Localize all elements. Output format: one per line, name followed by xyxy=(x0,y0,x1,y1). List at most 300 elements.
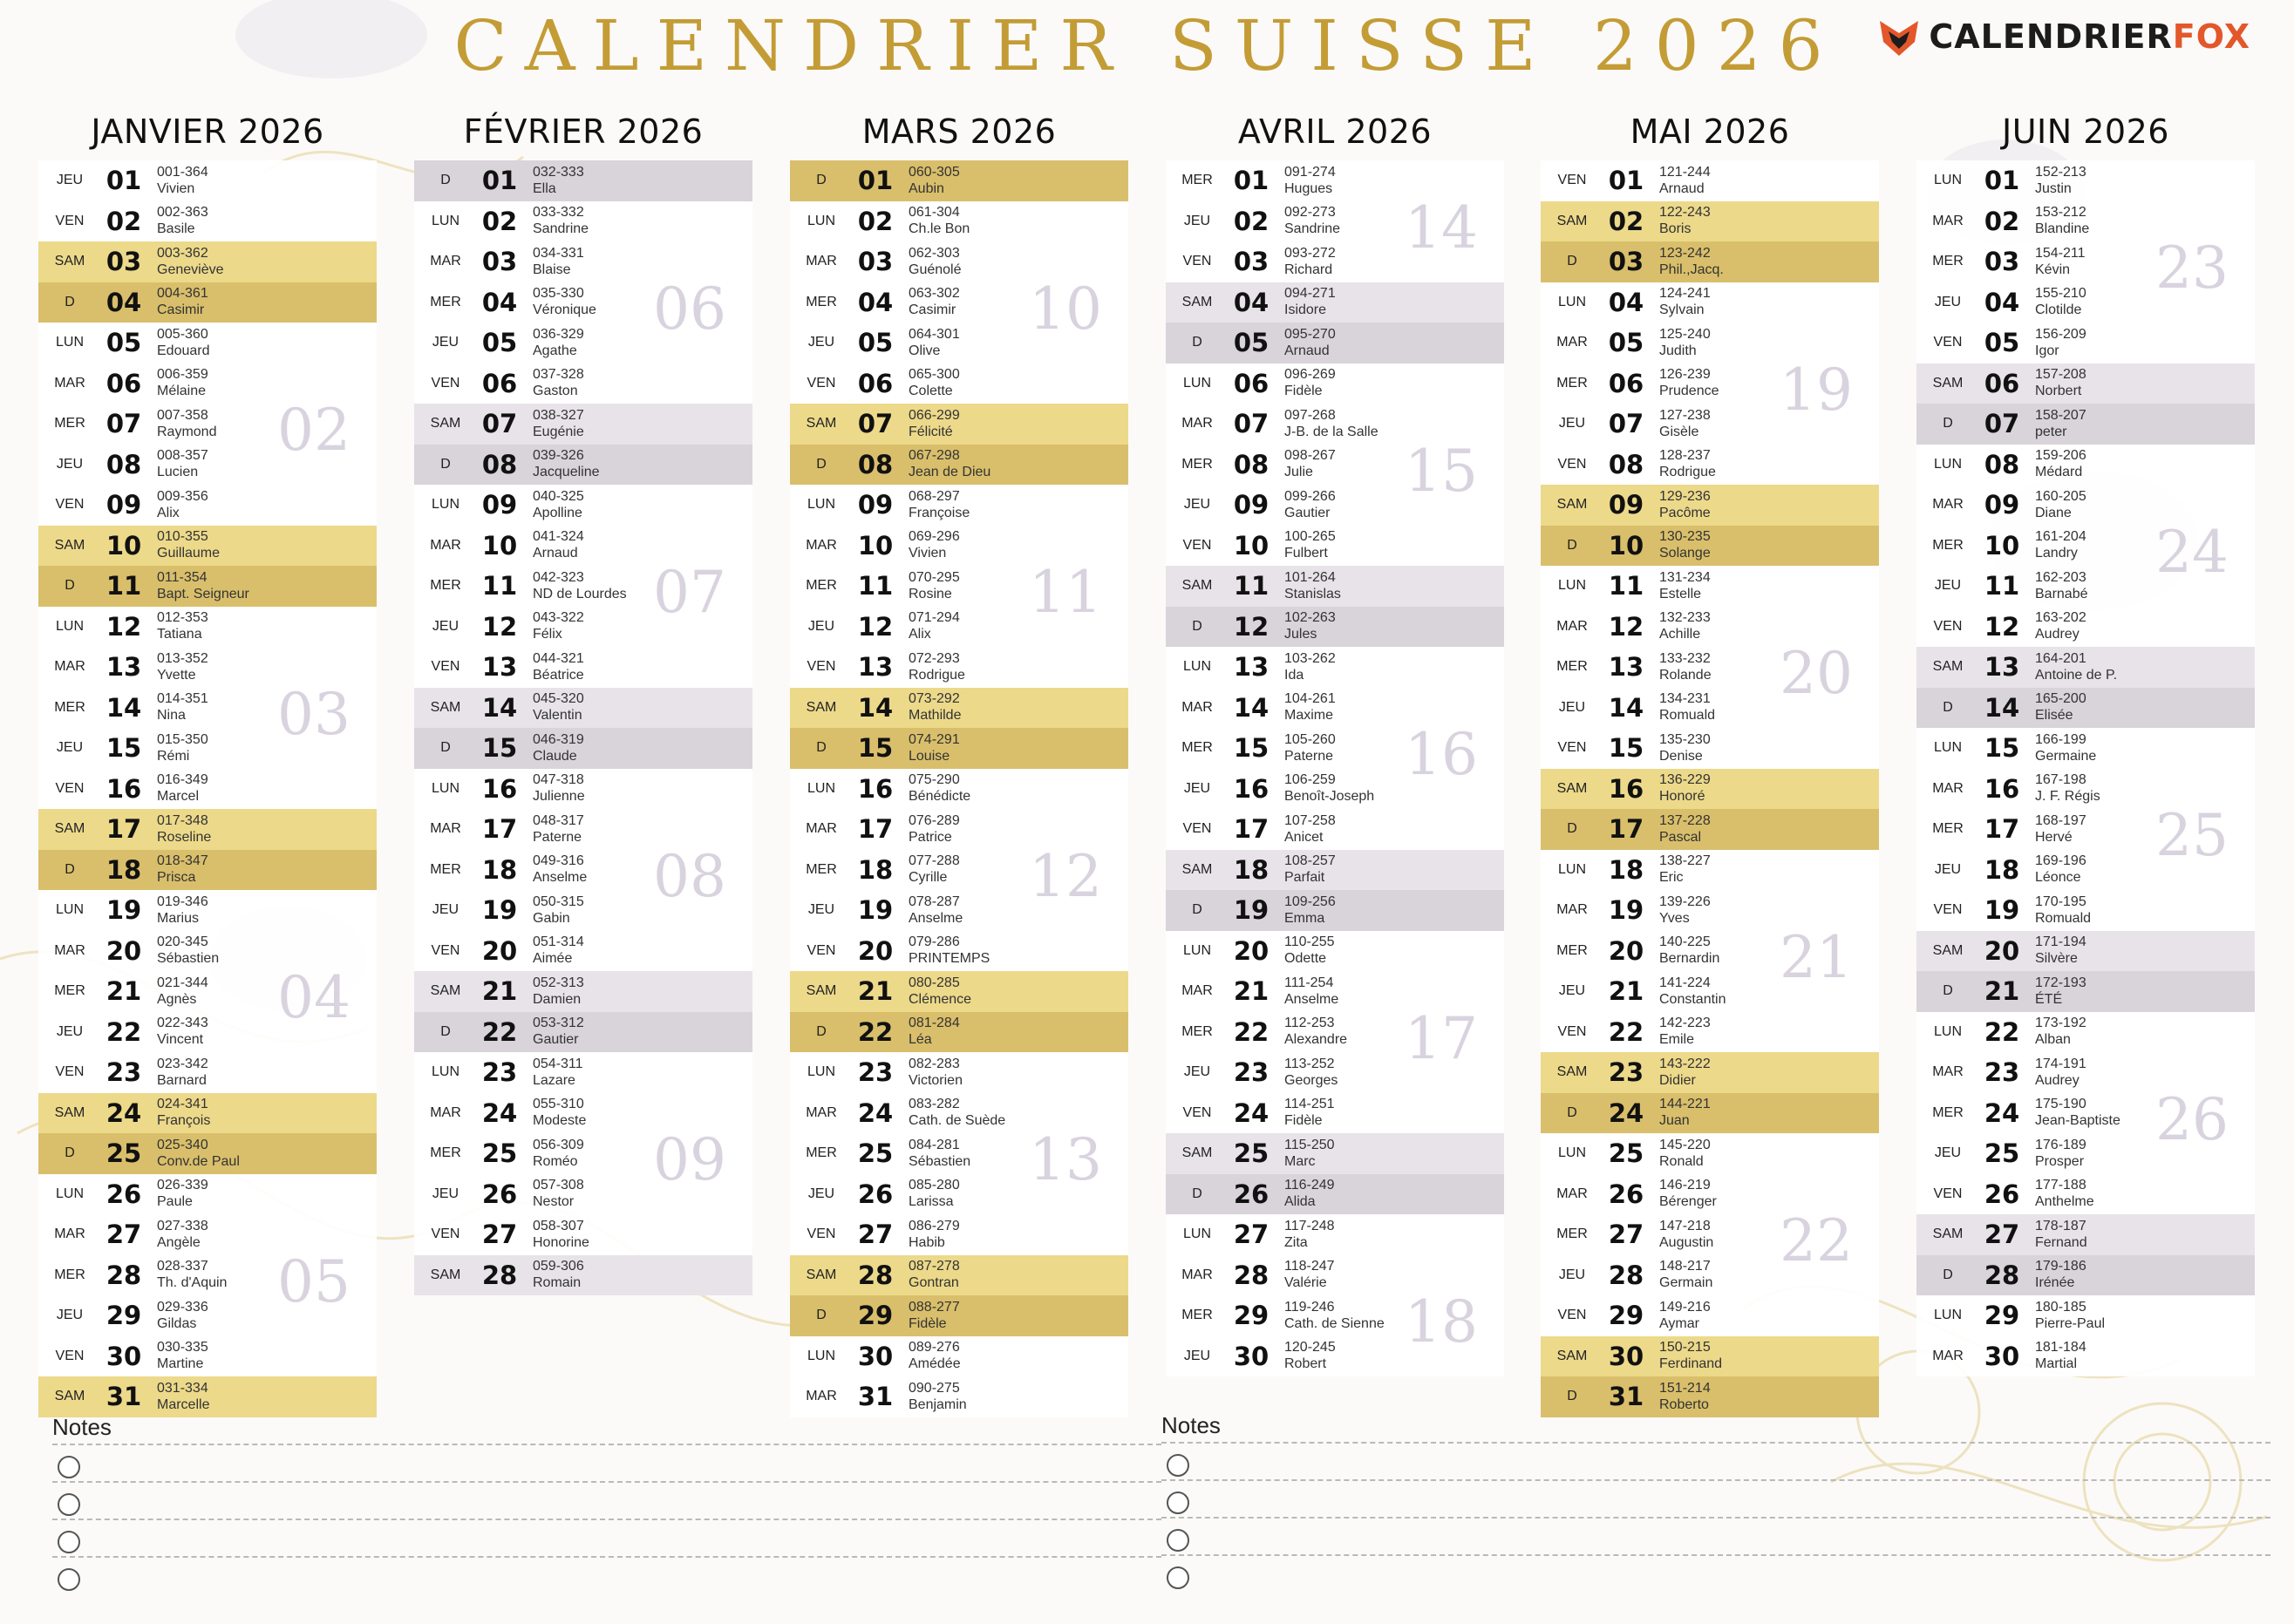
day-row[interactable] xyxy=(1166,890,1504,931)
day-of-year: 019-346 xyxy=(157,894,208,909)
day-row[interactable] xyxy=(1916,160,2255,201)
weekday-label: MAR xyxy=(54,1226,85,1242)
day-row[interactable] xyxy=(38,890,377,931)
weekday-label: LUN xyxy=(55,902,84,918)
day-row[interactable] xyxy=(1541,769,1879,810)
day-row[interactable] xyxy=(38,1012,377,1053)
weekday-label: MAR xyxy=(430,1104,461,1120)
day-row[interactable] xyxy=(1916,647,2255,688)
day-row[interactable] xyxy=(414,1093,752,1134)
day-row[interactable] xyxy=(1166,1336,1504,1377)
day-row[interactable] xyxy=(1916,728,2255,769)
day-row[interactable] xyxy=(38,241,377,282)
day-info xyxy=(909,610,960,642)
saint-name: Rémi xyxy=(157,748,190,764)
day-number: 08 xyxy=(106,449,142,479)
day-of-year: 147-218 xyxy=(1659,1218,1711,1233)
day-row[interactable] xyxy=(414,1133,752,1174)
day-row[interactable] xyxy=(1166,1093,1504,1134)
day-of-year: 105-260 xyxy=(1284,731,1336,747)
day-row[interactable] xyxy=(1541,890,1879,931)
day-row[interactable] xyxy=(1916,404,2255,445)
saint-name: Augustin xyxy=(1659,1234,1714,1250)
day-row[interactable] xyxy=(414,769,752,810)
day-row[interactable] xyxy=(1541,1376,1879,1417)
day-of-year: 126-239 xyxy=(1659,367,1711,383)
day-row[interactable] xyxy=(38,1336,377,1377)
saint-name: Alexandre xyxy=(1284,1032,1348,1048)
day-number: 04 xyxy=(857,287,894,317)
checkbox-circle[interactable] xyxy=(58,1568,80,1591)
notes-line[interactable] xyxy=(1161,1554,2270,1592)
day-info xyxy=(909,367,960,399)
day-row[interactable] xyxy=(1166,688,1504,729)
day-row[interactable] xyxy=(1541,404,1879,445)
day-row[interactable] xyxy=(414,566,752,607)
day-row[interactable] xyxy=(790,931,1128,972)
day-row[interactable] xyxy=(414,1214,752,1255)
day-row[interactable] xyxy=(414,809,752,850)
day-row[interactable] xyxy=(1541,1295,1879,1336)
day-row[interactable] xyxy=(1166,850,1504,891)
day-of-year: 168-197 xyxy=(2035,812,2086,828)
day-row[interactable] xyxy=(1541,688,1879,729)
day-row[interactable] xyxy=(38,364,377,404)
day-info xyxy=(1659,975,1726,1008)
day-row[interactable] xyxy=(38,445,377,486)
day-row[interactable] xyxy=(790,364,1128,404)
day-row[interactable] xyxy=(1166,1174,1504,1215)
day-info xyxy=(1284,1219,1335,1251)
day-row[interactable] xyxy=(38,160,377,201)
day-row[interactable] xyxy=(414,241,752,282)
day-info xyxy=(533,529,584,561)
day-row[interactable] xyxy=(1166,241,1504,282)
day-row[interactable] xyxy=(1541,485,1879,526)
day-row[interactable] xyxy=(1166,1012,1504,1053)
checkbox-circle[interactable] xyxy=(58,1531,80,1553)
day-row[interactable] xyxy=(38,850,377,891)
day-row[interactable] xyxy=(38,1295,377,1336)
day-number: 28 xyxy=(857,1260,894,1290)
day-row[interactable] xyxy=(1916,364,2255,404)
day-info xyxy=(533,570,627,602)
day-row[interactable] xyxy=(38,404,377,445)
day-row[interactable] xyxy=(38,971,377,1012)
day-row[interactable] xyxy=(1166,323,1504,364)
day-of-year: 014-351 xyxy=(157,691,208,707)
saint-name: Valérie xyxy=(1284,1275,1327,1291)
day-number: 10 xyxy=(1233,530,1270,561)
day-info xyxy=(1284,408,1378,440)
day-of-year: 089-276 xyxy=(909,1340,960,1356)
day-row[interactable] xyxy=(790,404,1128,445)
day-row[interactable] xyxy=(1916,445,2255,486)
day-row[interactable] xyxy=(1916,1093,2255,1134)
day-of-year: 059-306 xyxy=(533,1259,584,1274)
day-of-year: 103-262 xyxy=(1284,650,1336,666)
day-row[interactable] xyxy=(38,282,377,323)
day-row[interactable] xyxy=(1541,1093,1879,1134)
weekday-label: MAR xyxy=(1932,213,1964,228)
day-row[interactable] xyxy=(1916,1255,2255,1296)
saint-name: Cath. de Sienne xyxy=(1284,1315,1385,1331)
day-of-year: 037-328 xyxy=(533,367,584,383)
week-number: 19 xyxy=(1780,356,1853,424)
day-row[interactable] xyxy=(414,526,752,567)
day-row[interactable] xyxy=(38,769,377,810)
day-row[interactable] xyxy=(1916,1012,2255,1053)
day-row[interactable] xyxy=(1166,1255,1504,1296)
day-row[interactable] xyxy=(38,1255,377,1296)
day-row[interactable] xyxy=(414,607,752,648)
day-row[interactable] xyxy=(1541,1133,1879,1174)
day-number: 10 xyxy=(106,530,142,561)
day-row[interactable] xyxy=(790,1133,1128,1174)
day-row[interactable] xyxy=(1166,485,1504,526)
day-row[interactable] xyxy=(1541,728,1879,769)
day-row[interactable] xyxy=(1916,769,2255,810)
day-info xyxy=(2035,894,2091,927)
day-row[interactable] xyxy=(1541,526,1879,567)
day-row[interactable] xyxy=(1541,1336,1879,1377)
day-number: 02 xyxy=(106,206,142,236)
day-row[interactable] xyxy=(1166,647,1504,688)
checkbox-circle[interactable] xyxy=(1167,1529,1189,1552)
day-row[interactable] xyxy=(790,1093,1128,1134)
weekday-label: MER xyxy=(1556,1226,1588,1242)
day-row[interactable] xyxy=(1916,850,2255,891)
day-row[interactable] xyxy=(790,1336,1128,1377)
day-number: 04 xyxy=(1233,287,1270,317)
day-row[interactable] xyxy=(1916,1133,2255,1174)
day-number: 16 xyxy=(106,773,142,804)
weekday-label: MER xyxy=(1181,740,1213,756)
saint-name: Yvette xyxy=(157,667,196,683)
day-row[interactable] xyxy=(790,445,1128,486)
day-row[interactable] xyxy=(1166,282,1504,323)
day-row[interactable] xyxy=(1916,282,2255,323)
day-of-year: 117-248 xyxy=(1284,1218,1335,1233)
day-number: 26 xyxy=(1608,1179,1644,1209)
saint-name: Phil.,Jacq. xyxy=(1659,262,1724,277)
day-list xyxy=(1916,160,2255,1376)
day-row[interactable] xyxy=(790,769,1128,810)
day-row[interactable] xyxy=(1166,160,1504,201)
notes-line[interactable] xyxy=(1161,1517,2270,1554)
day-row[interactable] xyxy=(1166,526,1504,567)
day-row[interactable] xyxy=(414,1012,752,1053)
day-row[interactable] xyxy=(38,931,377,972)
day-of-year: 077-288 xyxy=(909,853,960,869)
day-row[interactable] xyxy=(1916,1052,2255,1093)
day-number: 14 xyxy=(1984,692,2020,723)
day-row[interactable] xyxy=(790,485,1128,526)
weekday-label: D xyxy=(440,456,451,472)
day-row[interactable] xyxy=(1541,282,1879,323)
day-row[interactable] xyxy=(414,728,752,769)
day-row[interactable] xyxy=(414,485,752,526)
day-info xyxy=(1284,327,1336,359)
day-row[interactable] xyxy=(38,1093,377,1134)
day-row[interactable] xyxy=(414,201,752,242)
day-info xyxy=(157,1097,210,1129)
day-row[interactable] xyxy=(790,323,1128,364)
day-row[interactable] xyxy=(38,809,377,850)
day-row[interactable] xyxy=(1166,445,1504,486)
day-row[interactable] xyxy=(414,647,752,688)
notes-line[interactable] xyxy=(1161,1479,2270,1517)
day-row[interactable] xyxy=(790,688,1128,729)
saint-name: Nina xyxy=(157,708,186,724)
day-row[interactable] xyxy=(1541,850,1879,891)
day-of-year: 166-199 xyxy=(2035,731,2086,747)
day-row[interactable] xyxy=(1916,931,2255,972)
day-row[interactable] xyxy=(38,1214,377,1255)
notes-line[interactable] xyxy=(52,1444,1161,1481)
day-row[interactable] xyxy=(790,971,1128,1012)
day-number: 30 xyxy=(106,1341,142,1371)
weekday-label: D xyxy=(65,294,75,309)
day-row[interactable] xyxy=(1166,607,1504,648)
day-row[interactable] xyxy=(1916,890,2255,931)
checkbox-circle[interactable] xyxy=(1167,1566,1189,1589)
saint-name: Valentin xyxy=(533,708,582,724)
saint-name: Pierre-Paul xyxy=(2035,1315,2106,1331)
day-row[interactable] xyxy=(790,1255,1128,1296)
day-of-year: 093-272 xyxy=(1284,245,1336,261)
weekday-label: JEU xyxy=(432,335,459,350)
checkbox-circle[interactable] xyxy=(1167,1454,1189,1477)
day-row[interactable] xyxy=(1166,809,1504,850)
day-row[interactable] xyxy=(414,364,752,404)
day-row[interactable] xyxy=(1541,566,1879,607)
day-of-year: 140-225 xyxy=(1659,934,1711,950)
day-row[interactable] xyxy=(790,647,1128,688)
day-number: 11 xyxy=(857,571,894,601)
day-row[interactable] xyxy=(38,607,377,648)
day-row[interactable] xyxy=(1541,1174,1879,1215)
day-info xyxy=(909,529,960,561)
weekday-label: JEU xyxy=(56,1308,84,1323)
day-of-year: 082-283 xyxy=(909,1056,960,1071)
day-row[interactable] xyxy=(38,526,377,567)
day-of-year: 100-265 xyxy=(1284,529,1336,545)
weekday-label: SAM xyxy=(1556,1064,1588,1080)
day-row[interactable] xyxy=(1541,931,1879,972)
day-number: 24 xyxy=(1233,1097,1270,1128)
day-row[interactable] xyxy=(38,728,377,769)
day-row[interactable] xyxy=(790,526,1128,567)
day-row[interactable] xyxy=(1166,1133,1504,1174)
day-info xyxy=(909,1097,1005,1129)
day-row[interactable] xyxy=(1541,647,1879,688)
day-number: 07 xyxy=(857,409,894,439)
day-row[interactable] xyxy=(38,201,377,242)
day-row[interactable] xyxy=(1541,971,1879,1012)
checkbox-circle[interactable] xyxy=(1167,1491,1189,1514)
day-row[interactable] xyxy=(414,445,752,486)
day-row[interactable] xyxy=(1916,1336,2255,1377)
day-row[interactable] xyxy=(414,890,752,931)
day-number: 06 xyxy=(481,368,518,398)
notes-line[interactable] xyxy=(1161,1442,2270,1479)
day-row[interactable] xyxy=(1166,728,1504,769)
day-row[interactable] xyxy=(1916,607,2255,648)
day-row[interactable] xyxy=(38,1052,377,1093)
day-row[interactable] xyxy=(1166,1295,1504,1336)
weekday-label: D xyxy=(1192,335,1202,350)
day-row[interactable] xyxy=(414,160,752,201)
day-row[interactable] xyxy=(1916,526,2255,567)
day-row[interactable] xyxy=(414,282,752,323)
day-row[interactable] xyxy=(1541,364,1879,404)
notes-line[interactable] xyxy=(52,1481,1161,1519)
day-row[interactable] xyxy=(1541,1052,1879,1093)
day-row[interactable] xyxy=(790,607,1128,648)
weekday-label: MER xyxy=(54,416,85,431)
weekday-label: LUN xyxy=(1933,740,1962,756)
day-row[interactable] xyxy=(1916,971,2255,1012)
checkbox-circle[interactable] xyxy=(58,1456,80,1478)
saint-name: Honoré xyxy=(1659,789,1705,805)
day-row[interactable] xyxy=(38,688,377,729)
day-row[interactable] xyxy=(38,1174,377,1215)
day-row[interactable] xyxy=(1916,688,2255,729)
day-row[interactable] xyxy=(1541,1214,1879,1255)
day-row[interactable] xyxy=(1166,566,1504,607)
day-row[interactable] xyxy=(38,1133,377,1174)
day-row[interactable] xyxy=(1541,201,1879,242)
day-row[interactable] xyxy=(1541,445,1879,486)
day-row[interactable] xyxy=(1916,566,2255,607)
day-row[interactable] xyxy=(38,566,377,607)
day-of-year: 157-208 xyxy=(2035,367,2086,383)
day-row[interactable] xyxy=(1541,809,1879,850)
notes-line[interactable] xyxy=(52,1556,1161,1593)
day-row[interactable] xyxy=(790,890,1128,931)
day-number: 27 xyxy=(1233,1220,1270,1250)
day-row[interactable] xyxy=(38,323,377,364)
day-info xyxy=(1659,1259,1712,1291)
day-number: 03 xyxy=(1233,247,1270,277)
day-row[interactable] xyxy=(1166,364,1504,404)
day-row[interactable] xyxy=(790,1052,1128,1093)
day-row[interactable] xyxy=(1541,1255,1879,1296)
day-row[interactable] xyxy=(414,404,752,445)
day-info xyxy=(157,489,208,521)
day-row[interactable] xyxy=(790,809,1128,850)
weekday-label: VEN xyxy=(1557,740,1587,756)
day-row[interactable] xyxy=(790,1295,1128,1336)
day-info xyxy=(909,165,960,197)
day-of-year: 024-341 xyxy=(157,1097,208,1112)
day-row[interactable] xyxy=(1916,323,2255,364)
weekday-label: D xyxy=(1192,1186,1202,1201)
day-row[interactable] xyxy=(790,1012,1128,1053)
saint-name: Roméo xyxy=(533,1153,578,1169)
day-row[interactable] xyxy=(790,728,1128,769)
day-row[interactable] xyxy=(1166,201,1504,242)
day-row[interactable] xyxy=(1166,1214,1504,1255)
day-row[interactable] xyxy=(1166,404,1504,445)
day-of-year: 030-335 xyxy=(157,1340,208,1356)
day-info xyxy=(2035,286,2086,318)
day-number: 22 xyxy=(106,1016,142,1047)
day-row[interactable] xyxy=(414,1255,752,1296)
day-row[interactable] xyxy=(1541,241,1879,282)
day-row[interactable] xyxy=(414,850,752,891)
day-row[interactable] xyxy=(1166,971,1504,1012)
day-row[interactable] xyxy=(1916,1214,2255,1255)
day-of-year: 034-331 xyxy=(533,245,584,261)
day-row[interactable] xyxy=(38,647,377,688)
day-row[interactable] xyxy=(790,241,1128,282)
day-row[interactable] xyxy=(38,485,377,526)
day-row[interactable] xyxy=(414,1174,752,1215)
week-number: 11 xyxy=(1029,559,1102,626)
day-row[interactable] xyxy=(1541,160,1879,201)
day-row[interactable] xyxy=(1541,1012,1879,1053)
day-row[interactable] xyxy=(1916,1174,2255,1215)
day-row[interactable] xyxy=(790,1376,1128,1417)
day-of-year: 124-241 xyxy=(1659,286,1711,302)
day-row[interactable] xyxy=(414,931,752,972)
saint-name: Prosper xyxy=(2035,1153,2085,1169)
day-row[interactable] xyxy=(1916,1295,2255,1336)
day-of-year: 119-246 xyxy=(1284,1299,1335,1315)
checkbox-circle[interactable] xyxy=(58,1493,80,1516)
saint-name: Benoît-Joseph xyxy=(1284,789,1375,805)
day-row[interactable] xyxy=(790,850,1128,891)
day-row[interactable] xyxy=(1916,201,2255,242)
day-row[interactable] xyxy=(1916,485,2255,526)
saint-name: Sébastien xyxy=(157,951,220,967)
saint-name: Estelle xyxy=(1659,586,1702,601)
day-row[interactable] xyxy=(790,1214,1128,1255)
day-row[interactable] xyxy=(38,1376,377,1417)
day-row[interactable] xyxy=(790,201,1128,242)
day-number: 20 xyxy=(1608,935,1644,966)
day-of-year: 008-357 xyxy=(157,448,208,464)
saint-name: Anselme xyxy=(533,870,588,886)
day-row[interactable] xyxy=(1166,769,1504,810)
day-row[interactable] xyxy=(1166,931,1504,972)
day-row[interactable] xyxy=(414,688,752,729)
day-row[interactable] xyxy=(1541,323,1879,364)
day-row[interactable] xyxy=(1916,809,2255,850)
day-row[interactable] xyxy=(414,1052,752,1093)
notes-line[interactable] xyxy=(52,1519,1161,1556)
day-row[interactable] xyxy=(790,566,1128,607)
day-info xyxy=(157,1178,208,1210)
day-number: 20 xyxy=(857,935,894,966)
day-row[interactable] xyxy=(790,282,1128,323)
day-info xyxy=(909,1016,960,1048)
week-number: 06 xyxy=(653,275,726,343)
saint-name: Louise xyxy=(909,748,950,764)
day-number: 29 xyxy=(1984,1301,2020,1331)
day-row[interactable] xyxy=(414,323,752,364)
day-row[interactable] xyxy=(790,160,1128,201)
day-row[interactable] xyxy=(790,1174,1128,1215)
day-row[interactable] xyxy=(414,971,752,1012)
saint-name: Vivien xyxy=(157,180,195,196)
day-row[interactable] xyxy=(1166,1052,1504,1093)
day-of-year: 099-266 xyxy=(1284,488,1336,504)
day-row[interactable] xyxy=(1541,607,1879,648)
day-row[interactable] xyxy=(1916,241,2255,282)
